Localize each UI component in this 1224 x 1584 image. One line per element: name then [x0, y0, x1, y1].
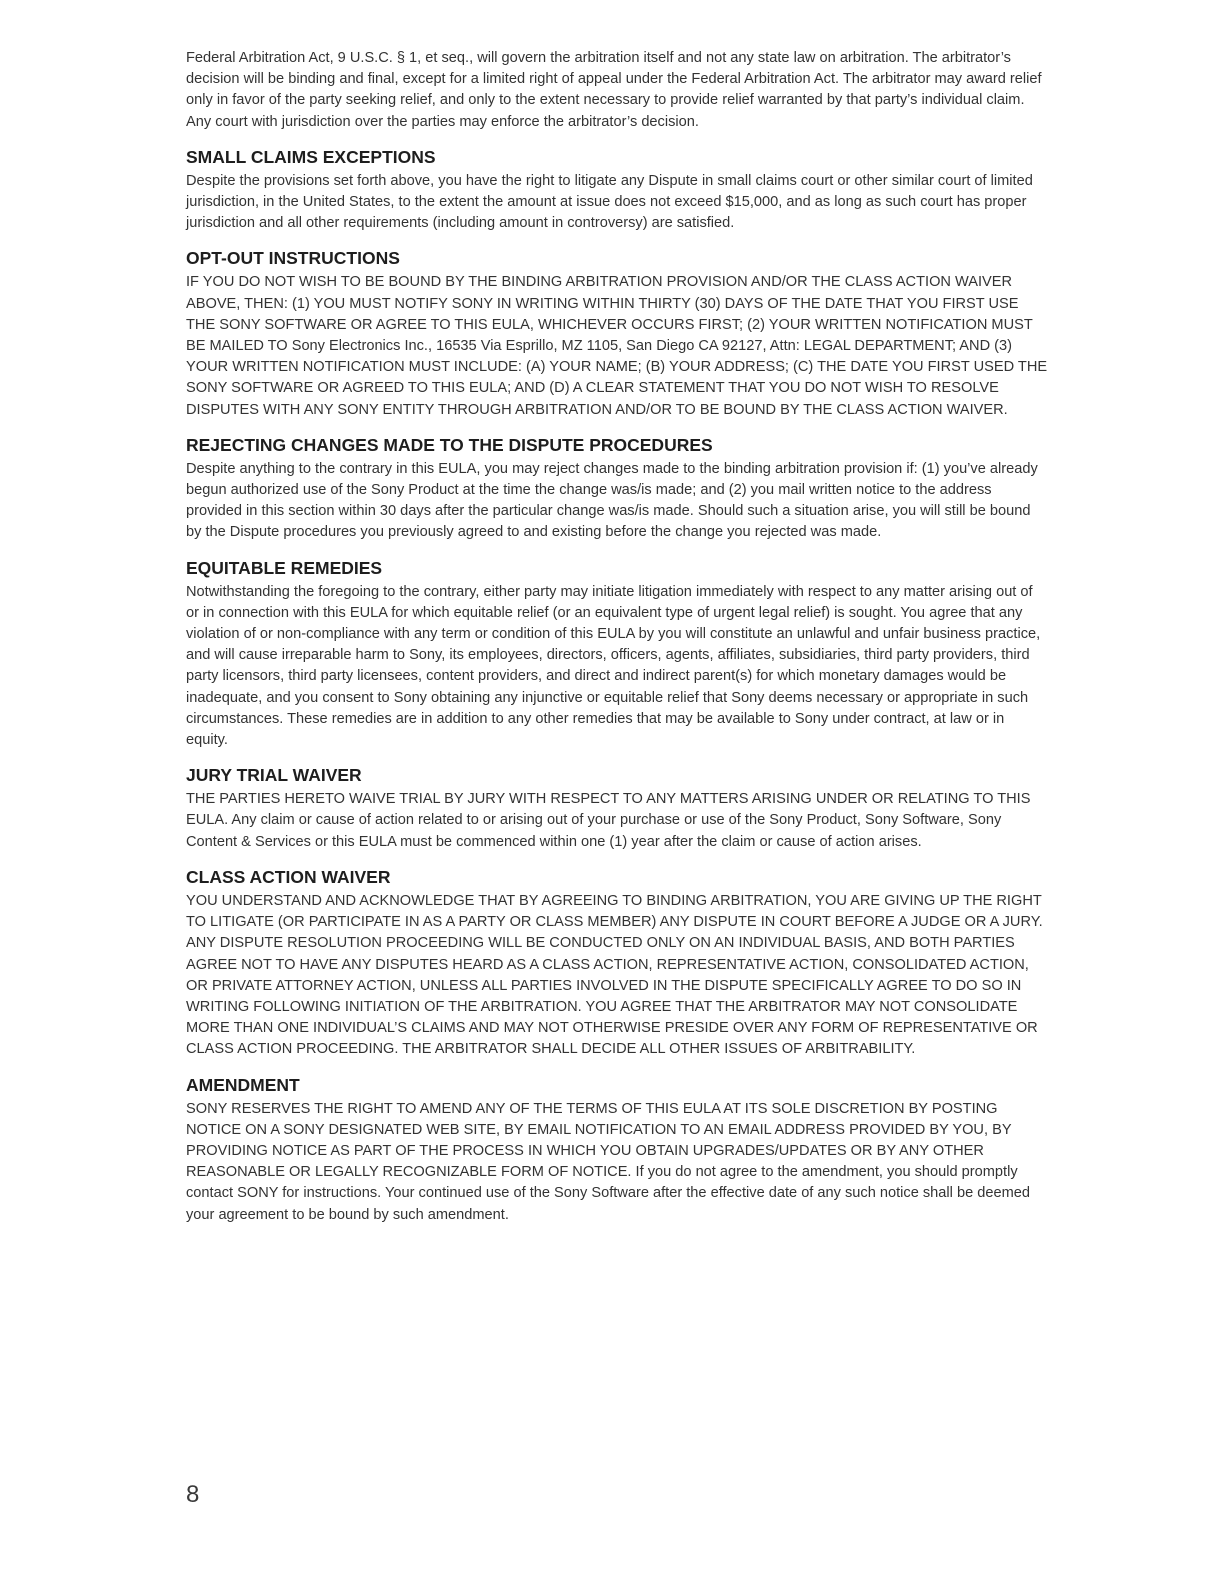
section-heading: EQUITABLE REMEDIES — [186, 557, 383, 578]
section-body: SONY RESERVES THE RIGHT TO AMEND ANY OF THE TERMS OF THIS EULA AT ITS SOLE DISCRETION BY POSTING NOTICE ON A SONY DESIGNATED WEB SITE, BY EMAIL NOTIFICATION TO AN EMAIL ADDRESS PROVIDED BY YOU, BY PROVIDING NOTICE AS PART OF THE PROCESS IN WHICH YOU OBTAIN UPGRADES/UPDATES OR BY ANY OTHER REASONABLE OR LEGALLY RECOGNIZABLE FORM OF NOTICE. If you do not agree to the amendment, you should promptly contact SONY for instructions. Your continued use of the Sony Software after the effective date of any such notice shall be deemed your agreement to be bound by such amendment. — [186, 1100, 1030, 1223]
section-opt-out-instructions — [186, 247, 1048, 420]
section-body: Despite anything to the contrary in this EULA, you may reject changes made to the binding arbitration provision if: (1) you’ve already begun authorized use of the Sony Product at the time the change was/is made; and (2) you mail written notice to the address provided in this section within 30 days after the particular change was/is made. Should such a situation arise, you will still be bound by the Dispute procedures you previously agreed to and existing before the change you rejected was made. — [186, 460, 1038, 541]
section-class-action-waiver — [186, 866, 1048, 1061]
section-small-claims-exceptions — [186, 146, 1048, 235]
section-heading: AMENDMENT — [186, 1074, 300, 1095]
section-heading: SMALL CLAIMS EXCEPTIONS — [186, 146, 436, 167]
section-body: Despite the provisions set forth above, you have the right to litigate any Dispute in small claims court or other similar court of limited jurisdiction, in the United States, to the extent the amount at issue does not exceed $15,000, and as long as such court has proper jurisdiction and all other requirements (including amount in controversy) are satisfied. — [186, 172, 1033, 232]
intro-paragraph: Federal Arbitration Act, 9 U.S.C. § 1, et seq., will govern the arbitration itself and not any state law on arbitration. The arbitrator’s decision will be binding and final, except for a limited right of appeal under the Federal Arbitration Act. The arbitrator may award relief only in favor of the party seeking relief, and only to the extent necessary to provide relief warranted by that party’s individual claim. Any court with jurisdiction over the parties may enforce the arbitrator’s decision. — [186, 50, 1042, 130]
page-number: 8 — [186, 1481, 200, 1508]
section-heading: JURY TRIAL WAIVER — [186, 765, 362, 786]
document-page — [186, 48, 1048, 1226]
section-rejecting-changes — [186, 434, 1048, 544]
section-body: YOU UNDERSTAND AND ACKNOWLEDGE THAT BY AGREEING TO BINDING ARBITRATION, YOU ARE GIVING UP THE RIGHT TO LITIGATE (OR PARTICIPATE IN AS A PARTY OR CLASS MEMBER) ANY DISPUTE IN COURT BEFORE A JUDGE OR A JURY. ANY DISPUTE RESOLUTION PROCEEDING WILL BE CONDUCTED ONLY ON AN INDIVIDUAL BASIS, AND BOTH PARTIES AGREE NOT TO HAVE ANY DISPUTES HEARD AS A CLASS ACTION, REPRESENTATIVE ACTION, CONSOLIDATED ACTION, OR PRIVATE ATTORNEY ACTION, UNLESS ALL PARTIES INVOLVED IN THE DISPUTE SPECIFICALLY AGREE TO DO SO IN WRITING FOLLOWING INITIATION OF THE ARBITRATION. YOU AGREE THAT THE ARBITRATOR MAY NOT CONSOLIDATE MORE THAN ONE INDIVIDUAL’S CLAIMS AND MAY NOT OTHERWISE PRESIDE OVER ANY FORM OF REPRESENTATIVE OR CLASS ACTION PROCEEDING. THE ARBITRATOR SHALL DECIDE ALL OTHER ISSUES OF ARBITRABILITY. — [186, 892, 1043, 1058]
section-body: IF YOU DO NOT WISH TO BE BOUND BY THE BINDING ARBITRATION PROVISION AND/OR THE CLASS ACTION WAIVER ABOVE, THEN: (1) YOU MUST NOTIFY SONY IN WRITING WITHIN THIRTY (30) DAYS OF THE DATE THAT YOU FIRST USE THE SONY SOFTWARE OR AGREE TO THIS EULA, WHICHEVER OCCURS FIRST; (2) YOUR WRITTEN NOTIFICATION MUST BE MAILED TO Sony Electronics Inc., 16535 Via Esprillo, MZ 1105, San Diego CA 92127, Attn: LEGAL DEPARTMENT; AND (3) YOUR WRITTEN NOTIFICATION MUST INCLUDE: (A) YOUR NAME; (B) YOUR ADDRESS; (C) THE DATE YOU FIRST USED THE SONY SOFTWARE OR AGREED TO THIS EULA; AND (D) A CLEAR STATEMENT THAT YOU DO NOT WISH TO RESOLVE DISPUTES WITH ANY SONY ENTITY THROUGH ARBITRATION AND/OR TO BE BOUND BY THE CLASS ACTION WAIVER. — [186, 274, 1048, 418]
section-amendment — [186, 1074, 1048, 1226]
section-equitable-remedies — [186, 557, 1048, 752]
section-heading: OPT-OUT INSTRUCTIONS — [186, 248, 400, 269]
section-heading: CLASS ACTION WAIVER — [186, 866, 391, 887]
section-body: Notwithstanding the foregoing to the contrary, either party may initiate litigation immediately with respect to any matter arising out of or in connection with this EULA for which equitable relief (or an equivalent type of urgent legal relief) is sought. You agree that any violation of or non-compliance with any term or condition of this EULA by you will constitute an unlawful and unfair business practice, and will cause irreparable harm to Sony, its employees, directors, officers, agents, affiliates, subsidiaries, third party providers, third party licensors, third party licensees, content providers, and direct and indirect parent(s) for which monetary damages would be inadequate, and you consent to Sony obtaining any injunctive or equitable relief that Sony deems necessary or appropriate in such circumstances. These remedies are in addition to any other remedies that may be available to Sony under contract, at law or in equity. — [186, 583, 1041, 749]
section-heading: REJECTING CHANGES MADE TO THE DISPUTE PROCEDURES — [186, 434, 713, 455]
section-body: THE PARTIES HERETO WAIVE TRIAL BY JURY WITH RESPECT TO ANY MATTERS ARISING UNDER OR RELATING TO THIS EULA. Any claim or cause of action related to or arising out of your purchase or use of the Sony Product, Sony Software, Sony Content & Services or this EULA must be commenced within one (1) year after the claim or cause of action arises. — [186, 791, 1031, 850]
section-jury-trial-waiver — [186, 764, 1048, 853]
